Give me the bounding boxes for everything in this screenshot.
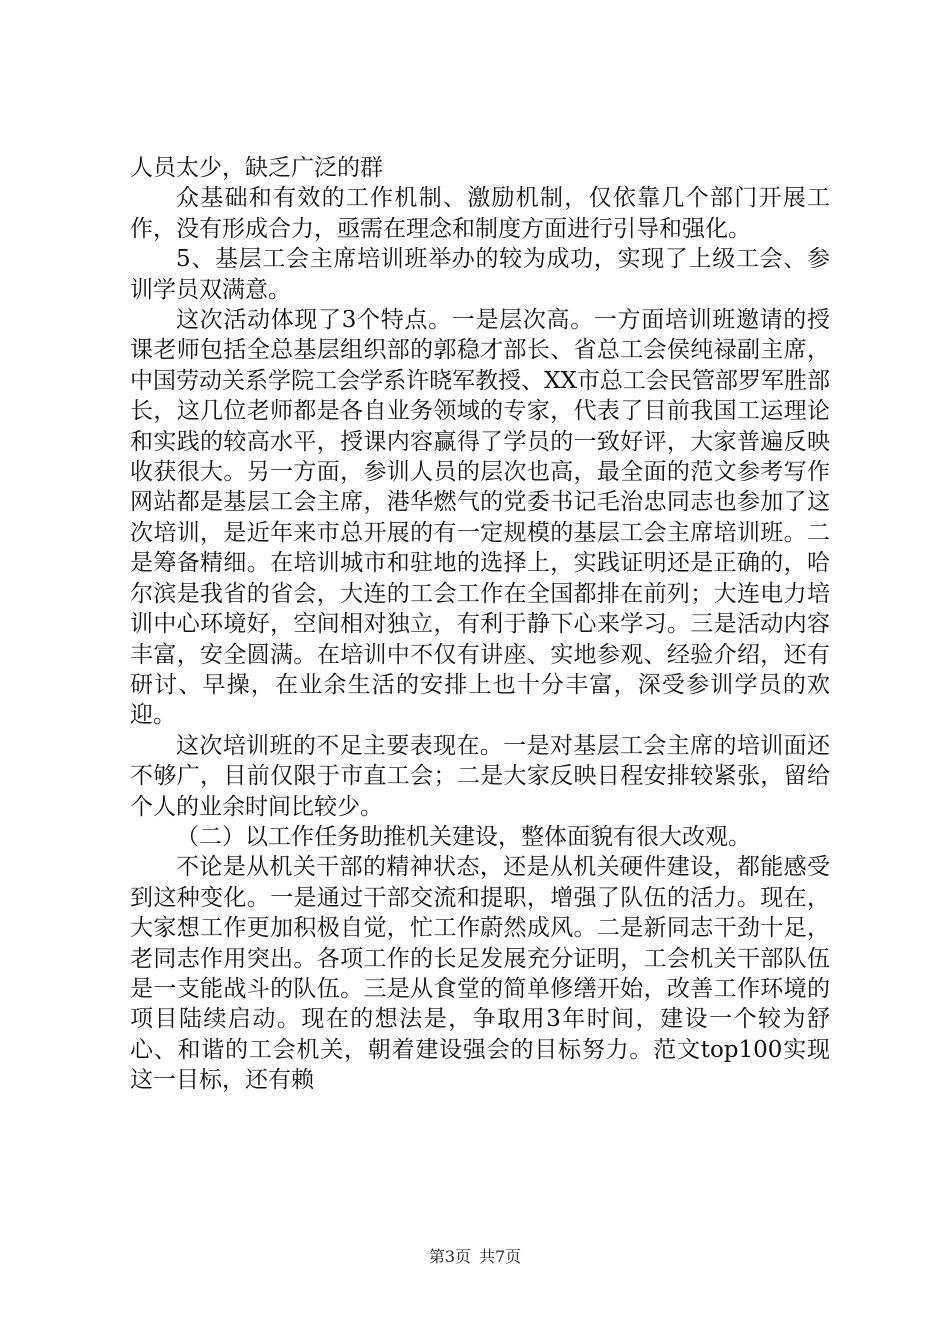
page-footer	[0, 1247, 950, 1267]
paragraph-2: 众基础和有效的工作机制、激励机制，仅依靠几个部门开展工作，没有形成合力，亟需在理念和制度方面进行引导和强化。	[130, 185, 830, 242]
paragraph-3: 5、基层工会主席培训班举办的较为成功，实现了上级工会、参训学员双满意。	[130, 246, 830, 303]
paragraph-7: 不论是从机关干部的精神状态，还是从机关硬件建设，都能感受到这种变化。一是通过干部交流和提职，增强了队伍的活力。现在，大家想工作更加积极自觉，忙工作蔚然成风。二是新同志干劲十足，老同志作用突出。各项工作的长足发展充分证明，工会机关干部队伍是一支能战斗的队伍。三是从食堂的简单修缮开始，改善工作环境的项目陆续启动。现在的想法是，争取用3年时间，建设一个较为舒心、和谐的工会机关，朝着建设强会的目标努力。范文top100实现这一目标，还有赖	[130, 854, 830, 1094]
document-body	[130, 153, 830, 1096]
paragraph-1: 人员太少，缺乏广泛的群	[130, 155, 383, 181]
page-total: 共7页	[479, 1247, 522, 1266]
paragraph-5: 这次培训班的不足主要表现在。一是对基层工会主席的培训面还不够广，目前仅限于市直工会；二是大家反映日程安排较紧张，留给个人的业余时间比较少。	[130, 732, 830, 820]
section-heading: （二）以工作任务助推机关建设，整体面貌有很大改观。	[176, 823, 751, 850]
page-number: 第3页	[428, 1247, 471, 1266]
paragraph-4: 这次活动体现了3个特点。一是层次高。一方面培训班邀请的授课老师包括全总基层组织部的郭稳才部长、省总工会侯纯禄副主席，中国劳动关系学院工会学系许晓军教授、XX市总工会民管部罗军胜部长，这几位老师都是各自业务领域的专家，代表了目前我国工运理论和实践的较高水平，授课内容赢得了学员的一致好评，大家普遍反映收获很大。另一方面，参训人员的层次也高，最全面的范文参考写作网站都是基层工会主席，港华燃气的党委书记毛治忠同志也参加了这次培训，是近年来市总开展的有一定规模的基层工会主席培训班。二是筹备精细。在培训城市和驻地的选择上，实践证明还是正确的，哈尔滨是我省的省会，大连的工会工作在全国都排在前列；大连电力培训中心环境好，空间相对独立，有利于静下心来学习。三是活动内容丰富，安全圆满。在培训中不仅有讲座、实地参观、经验介绍，还有研讨、早操，在业余生活的安排上也十分丰富，深受参训学员的欢迎。	[130, 307, 830, 729]
